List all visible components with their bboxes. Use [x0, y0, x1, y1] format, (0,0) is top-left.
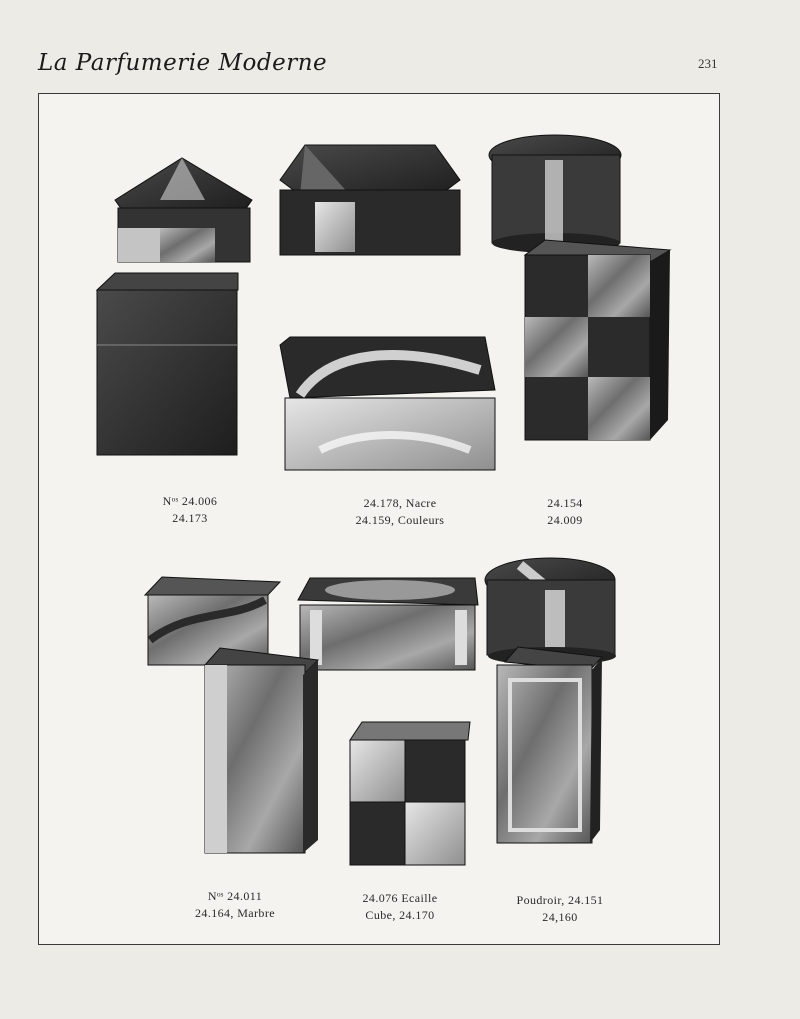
caption-line: 24.173: [172, 511, 208, 525]
caption-bottom-left: [170, 888, 300, 922]
caption-line: Nᵒˢ 24.011: [207, 889, 263, 903]
nacre-swirl-box-image: [280, 337, 495, 470]
powder-box-image: [497, 647, 602, 843]
caption-top-center: [325, 495, 475, 529]
caption-line: Nᵒˢ 24.006: [162, 494, 218, 508]
caption-bottom-right: [495, 892, 625, 926]
caption-line: Poudroir, 24.151: [516, 893, 604, 907]
round-domed-box-small-image: [485, 558, 616, 665]
glass-top-box-image: [298, 578, 478, 670]
magazine-masthead: La Parfumerie Moderne: [38, 50, 328, 76]
checker-box-image: [525, 240, 670, 440]
page-number: 231: [698, 56, 718, 71]
round-domed-box-image: [489, 135, 621, 253]
caption-line: 24.009: [547, 513, 583, 527]
checker-cube-image: [350, 722, 470, 865]
caption-line: 24.178, Nacre: [363, 496, 437, 510]
caption-line: Cube, 24.170: [365, 908, 435, 922]
caption-line: 24,160: [542, 910, 578, 924]
caption-bottom-center: [335, 890, 465, 924]
tall-rectangular-box-image: [97, 273, 238, 455]
caption-line: 24.159, Couleurs: [355, 513, 445, 527]
tall-marble-box-image: [205, 648, 318, 853]
octagonal-box-image: [115, 158, 252, 262]
caption-top-left: [130, 493, 250, 527]
caption-line: 24.154: [547, 496, 583, 510]
caption-top-right: [510, 495, 620, 529]
faceted-lid-box-image: [280, 145, 460, 255]
marble-flat-box-image: [145, 577, 280, 665]
caption-line: 24.164, Marbre: [195, 906, 275, 920]
caption-line: 24.076 Ecaille: [362, 891, 438, 905]
